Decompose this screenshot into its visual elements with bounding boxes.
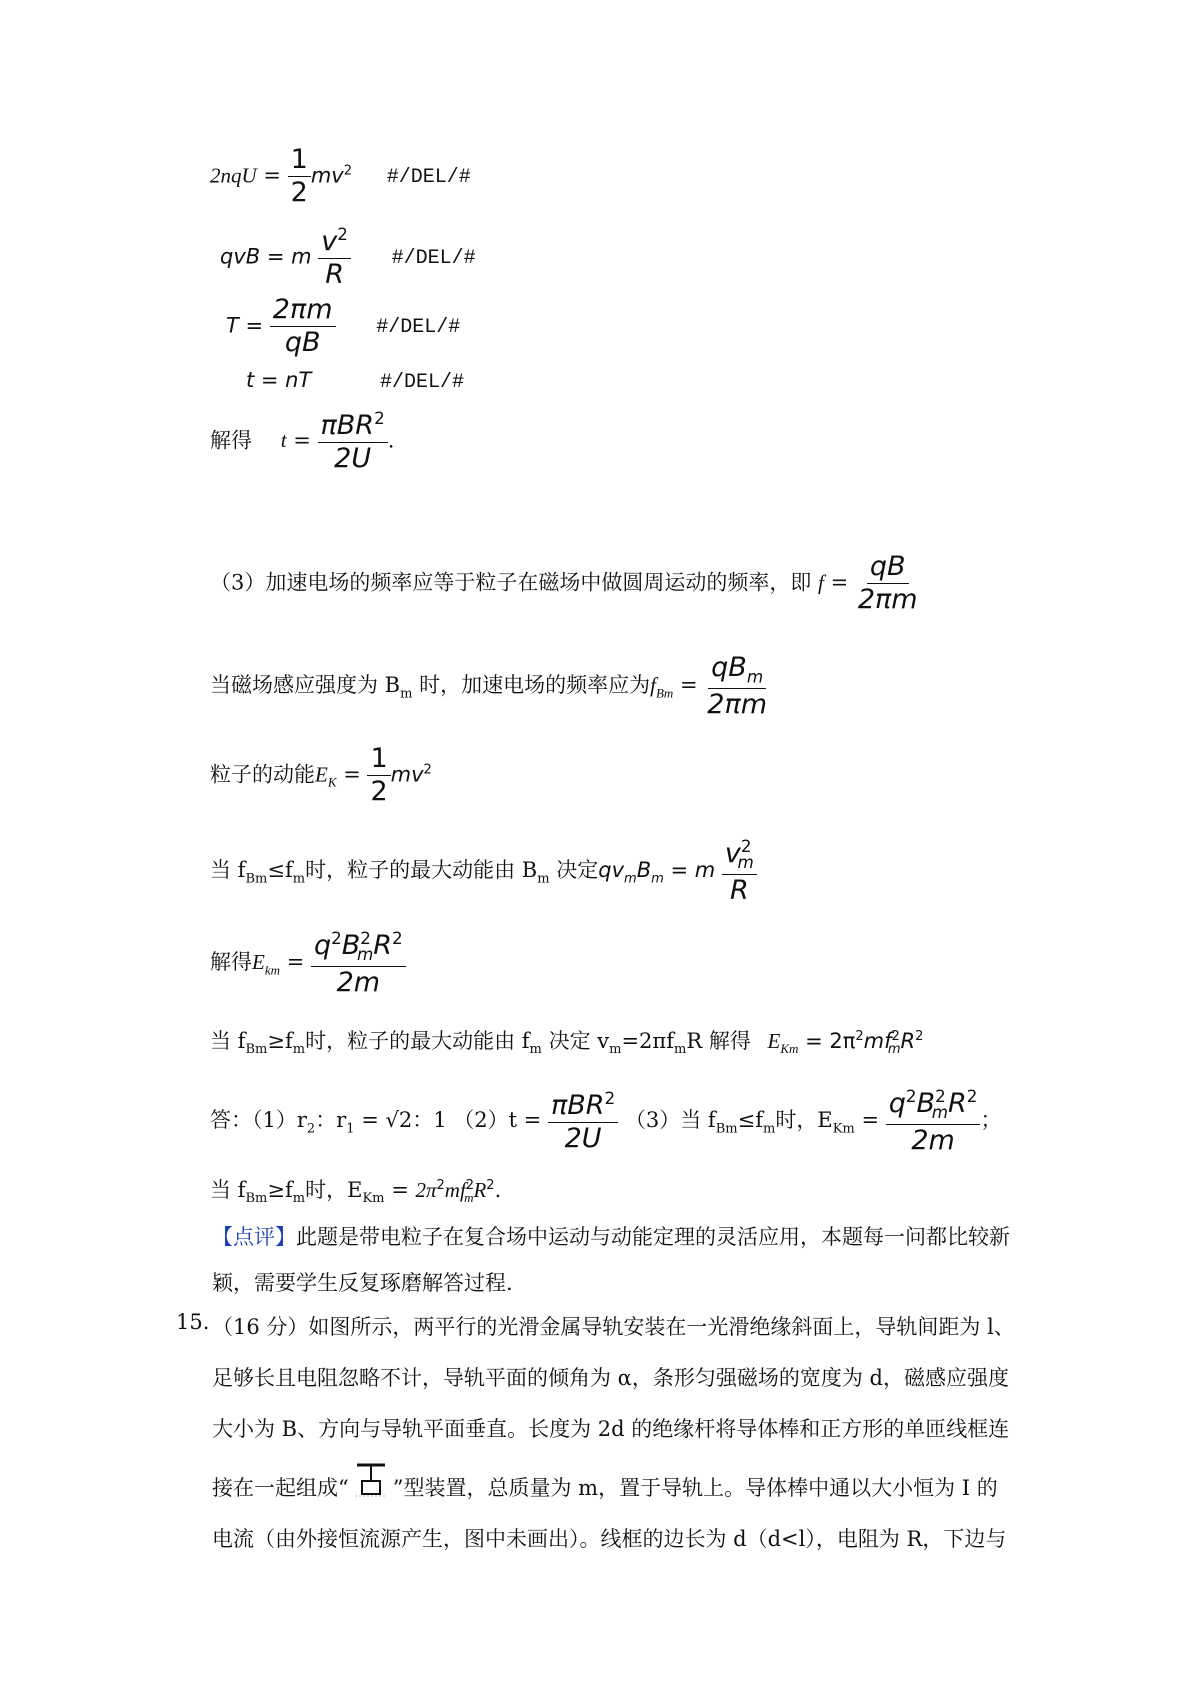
device-shape-icon [349, 1461, 393, 1501]
part3-line3: 粒子的动能$E_K$ = $\frac{1}{2}$ $mv^2$ [210, 743, 432, 808]
equation-lorentz: qvB = m $\frac{v^2}{R}$ #/DEL/# [220, 224, 476, 291]
equation-time: t = nT #/DEL/# [246, 368, 465, 394]
part3-line4: 当 $f_{Bm}\le f_m$时，粒子的最大动能由 $B_m$ 决定$qv_mB_m = m$ v $^2_m$ R [210, 838, 757, 905]
answer-line1: 答：$(1)r_2$：$r_1 = √2$：1 （2）t = $\frac{\pi BR^2}{2U}$ （3）当 $f_{Bm}\le f_m$时，$E_{Km}$ = $\frac{q^2B^2_mR^2}{2m}$ ； [210, 1086, 1002, 1156]
problem15-text: （16 分）如图所示，两平行的光滑金属导轨安装在一光滑绝缘斜面上，导轨间距为 l、 足够长且电阻忽略不计，导轨平面的倾角为 α，条形匀强磁场的宽度为 d，磁感应强度 大小为 B、方向与导轨平面垂直。长度为 2d 的绝缘杆将导体棒和正方形的单匝线框连 接在一起组成“ ”型装置，总质量为 m，置于导轨上。导体棒中通以大小恒为 I 的 电流（由外接恒流源产生，图中未画出）。线框的边长为 d（d<l），电阻为 R，下边与 [212, 1315, 1015, 1551]
part3-line2: 当磁场感应强度为 $B_m$ 时，加速电场的频率应为$f_{Bm}$ = $\frac{qB_m}{2\pi m}$ [210, 652, 768, 720]
comment-block: 【点评】此题是带电粒子在复合场中运动与动能定理的灵活应用，本题每一问都比较新 颖，需要学生反复琢磨解答过程. [212, 1225, 1010, 1295]
solution-time: 解得 t = $\frac{\pi BR^2}{2U}$ . [210, 408, 395, 475]
equation-period: T = $\frac{2\pi m}{qB}$ #/DEL/# [226, 294, 461, 359]
answer-line2: 当 $f_{Bm}\ge f_m$时，$E_{Km} = 2\pi^2mf^2_mR^2$. [210, 1178, 502, 1207]
equation-energy: 2nqU = $\frac{1}{2}$ $mv^2$ #/DEL/# [210, 144, 471, 209]
part3-line5: 解得$E_{km}$ = $\frac{q^2B^2_mR^2}{2m}$ [210, 930, 406, 997]
comment-tag: 【点评】 [212, 1225, 296, 1249]
problem-number: 15. [176, 1310, 210, 1334]
part3-line1: （3）加速电场的频率应等于粒子在磁场中做圆周运动的频率，即 f = $\frac{qB}{2\pi m}$ [210, 551, 918, 616]
part3-line6: 当 $f_{Bm}\ge f_m$时，粒子的最大动能由 $f_m$ 决定 $v_m=2\pi f_mR$ 解得 $E_{Km} = 2\pi^2mf^2_mR^2$ [210, 1029, 924, 1058]
